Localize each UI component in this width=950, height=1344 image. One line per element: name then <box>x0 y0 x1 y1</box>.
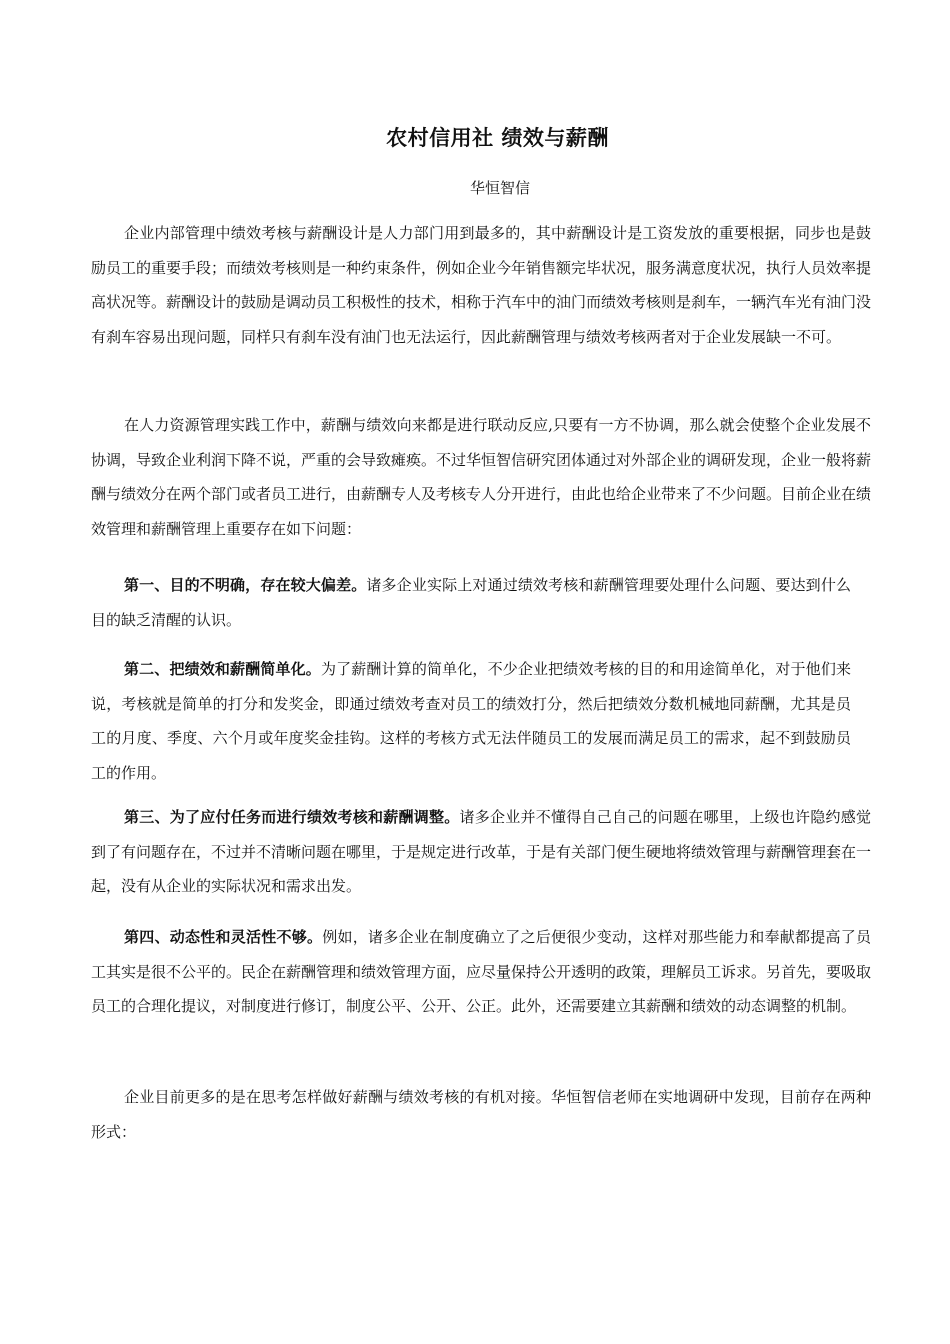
paragraph-problem-2 <box>91 652 851 790</box>
paragraph-text: 在人力资源管理实践工作中，薪酬与绩效向来都是进行联动反应,只要有一方不协调，那么就会使整个企业发展不协调，导致企业利润下降不说，严重的会导致瘫痪。不过华恒智信研究团体通过对外部企业的调研发现，企业一般将薪酬与绩效分在两个部门或者员工进行，由薪酬专人及考核专人分开进行，由此也给企业带来了不少问题。目前企业在绩效管理和薪酬管理上重要存在如下问题： <box>91 416 872 538</box>
paragraph-lead: 第二、把绩效和薪酬简单化。 <box>124 660 321 678</box>
document-title: 农村信用社 绩效与薪酬 <box>386 126 609 150</box>
paragraph-lead: 第四、动态性和灵活性不够。 <box>124 928 323 946</box>
paragraph-problem-3 <box>91 800 871 904</box>
paragraph-text: 企业目前更多的是在思考怎样做好薪酬与绩效考核的有机对接。华恒智信老师在实地调研中发现，目前存在两种形式： <box>91 1088 871 1141</box>
paragraph-lead: 第三、为了应付任务而进行绩效考核和薪酬调整。 <box>124 808 460 826</box>
paragraph-practice <box>91 408 871 546</box>
paragraph-problem-4 <box>91 920 871 1024</box>
paragraph-text: 企业内部管理中绩效考核与薪酬设计是人力部门用到最多的，其中薪酬设计是工资发放的重要根据，同步也是鼓励员工的重要手段；而绩效考核则是一种约束条件，例如企业今年销售额完毕状况，服务满意度状况，执行人员效率提高状况等。薪酬设计的鼓励是调动员工积极性的技术，相称于汽车中的油门而绩效考核则是刹车，一辆汽车光有油门没有刹车容易出现问题，同样只有刹车没有油门也无法运行，因此薪酬管理与绩效考核两者对于企业发展缺一不可。 <box>91 224 872 346</box>
paragraph-text: 为了薪酬计算的简单化，不少企业把绩效考核的目的和用途简单化，对于他们来说，考核就是简单的打分和发奖金，即通过绩效考查对员工的绩效打分，然后把绩效分数机械地同薪酬，尤其是员工的月度、季度、六个月或年度奖金挂钩。这样的考核方式无法伴随员工的发展而满足员工的需求，起不到鼓励员工的作用。 <box>91 660 851 782</box>
paragraph-conclusion <box>91 1080 871 1149</box>
paragraph-lead: 第一、目的不明确，存在较大偏差。 <box>124 576 367 594</box>
paragraph-intro <box>91 216 871 354</box>
document-author: 华恒智信 <box>469 179 530 197</box>
paragraph-text: 诸多企业并不懂得自己自己的问题在哪里，上级也许隐约感觉到了有问题存在，不过并不清晰问题在哪里，于是规定进行改革，于是有关部门便生硬地将绩效管理与薪酬管理套在一起，没有从企业的实际状况和需求出发。 <box>91 808 872 896</box>
paragraph-problem-1 <box>91 568 851 637</box>
paragraph-text: 例如，诸多企业在制度确立了之后便很少变动，这样对那些能力和奉献都提高了员工其实是很不公平的。民企在薪酬管理和绩效管理方面，应尽量保持公开透明的政策，理解员工诉求。另首先，要吸取员工的合理化提议，对制度进行修订，制度公平、公开、公正。此外，还需要建立其薪酬和绩效的动态调整的机制。 <box>91 928 872 1016</box>
paragraph-text: 诸多企业实际上对通过绩效考核和薪酬管理要处理什么问题、要达到什么目的缺乏清醒的认识。 <box>91 576 851 629</box>
